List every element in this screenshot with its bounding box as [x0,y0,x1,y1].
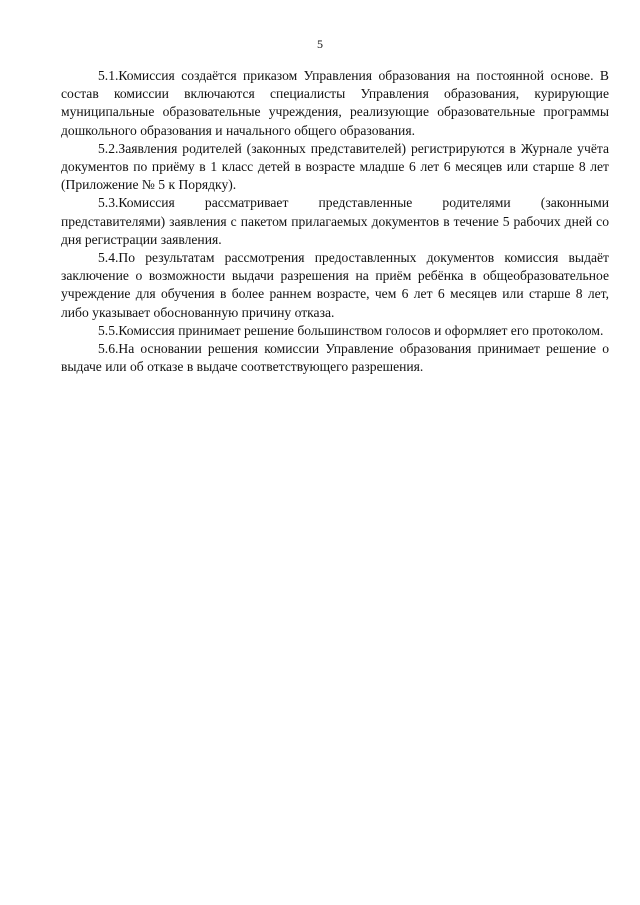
paragraph-5-2: 5.2.Заявления родителей (законных представителей) регистрируются в Журнале учёта документов по приёму в 1 класс детей в возрасте младше 6 лет 6 месяцев или старше 8 лет (Приложение № 5 к Порядку). [61,140,609,193]
paragraph-5-6: 5.6.На основании решения комиссии Управление образования принимает решение о выдаче или об отказе в выдаче соответствующего разрешения. [61,341,609,375]
paragraph-5-1: 5.1.Комиссия создаётся приказом Управления образования на постоянной основе. В состав комиссии включаются специалисты Управления образования, курирующие муниципальные образовательные учреждения, реализующие образовательные программы дошкольного образования и начального общего образования. [61,68,609,138]
paragraph-5-5: 5.5.Комиссия принимает решение большинством голосов и оформляет его протоколом. [98,322,604,338]
document-body [61,67,609,376]
paragraph-5-4: 5.4.По результатам рассмотрения предоставленных документов комиссия выдаёт заключение о возможности выдачи разрешения на приём ребёнка в общеобразовательное учреждение для обучения в более раннем возрасте, чем 6 лет 6 месяцев или старше 8 лет, либо указывает обоснованную причину отказа. [61,250,609,320]
page-number: 5 [317,37,323,51]
paragraph-5-3: 5.3.Комиссия рассматривает представленные родителями (законными представителями) заявления с пакетом прилагаемых документов в течение 5 рабочих дней со дня регистрации заявления. [61,195,609,247]
